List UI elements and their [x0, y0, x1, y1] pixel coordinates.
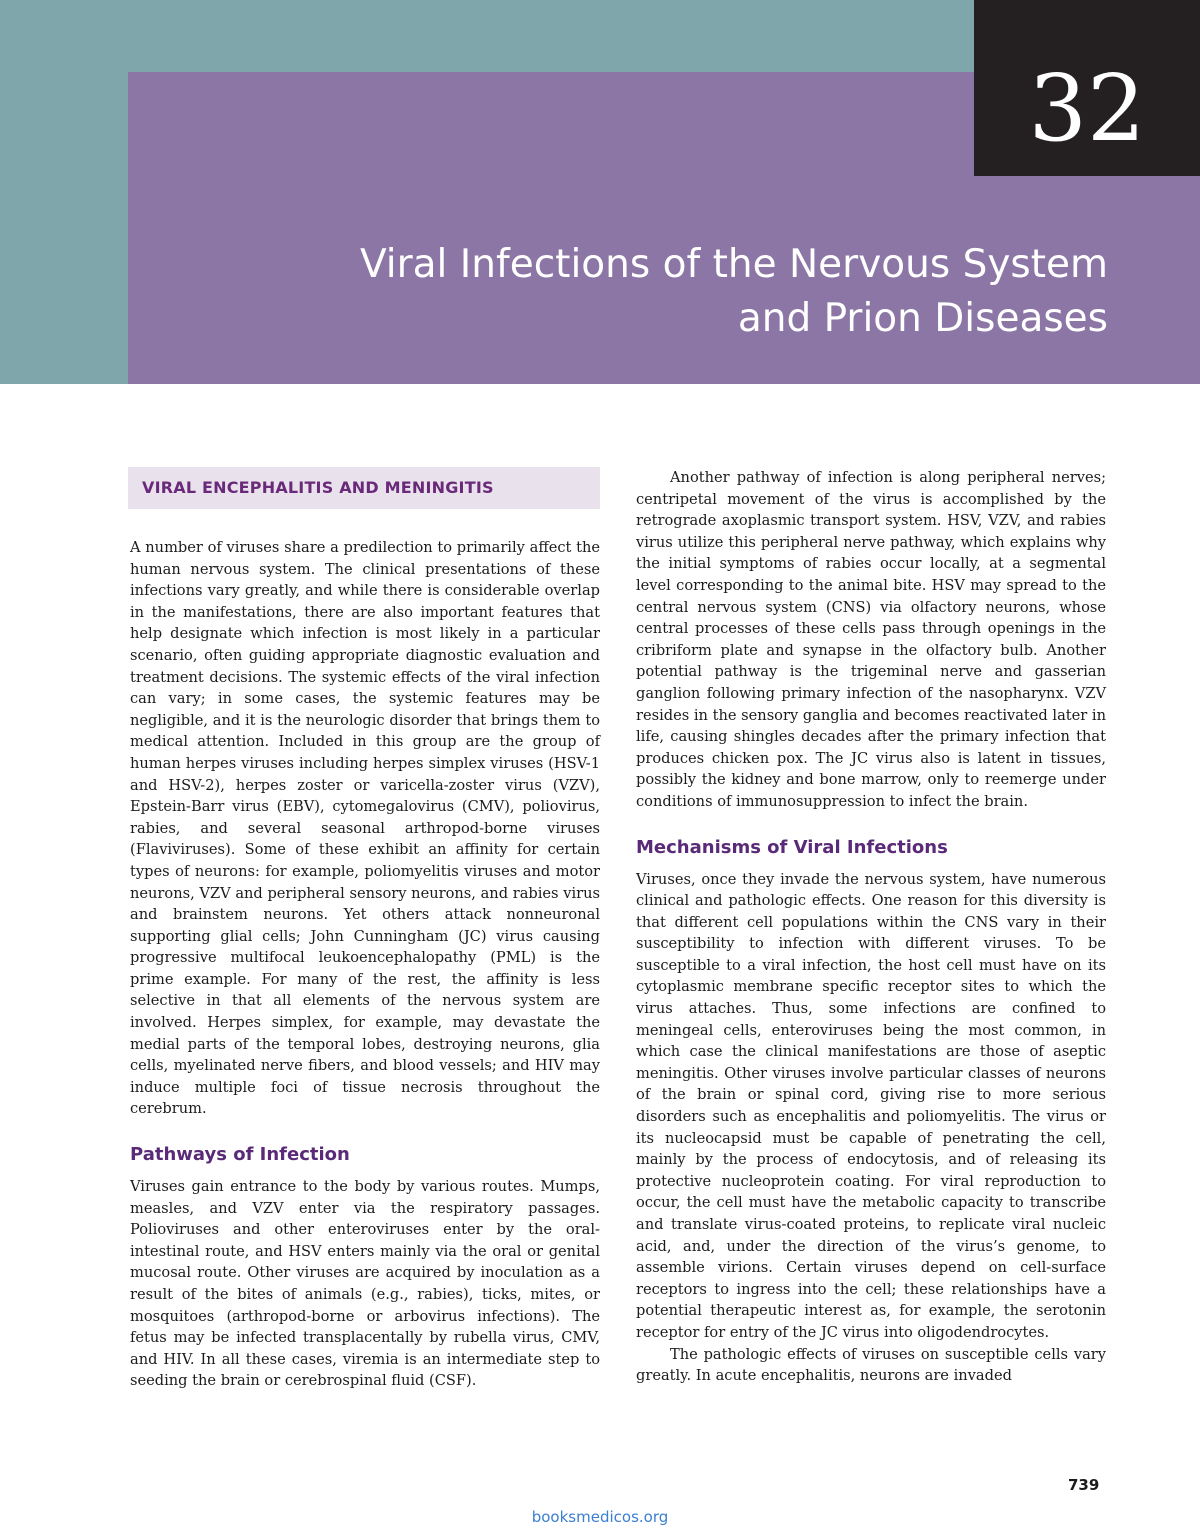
mechanisms-paragraph-1: Viruses, once they invade the nervous system, have numerous clinical and pathologic effects. One reason for this diversity is that different cell populations within the CNS vary in their susceptibility to infection with different viruses. To be susceptible to a viral infection, the host cell must have on its cytoplasmic membrane specific receptor sites to which the virus attaches. Thus, some infections are confined to meningeal cells, enteroviruses being the most common, in which case the clinical manifestations are those of aseptic meningitis. Other viruses involve particular classes of neurons of the brain or spinal cord, giving rise to more serious disorders such as encephalitis and poliomyelitis. The virus or its nucleocapsid must be capable of penetrating the cell, mainly by the process of endocytosis, and of releasing its protective nucleoprotein coating. For viral reproduction to occur, the cell must have the metabolic capacity to transcribe and translate virus-coated proteins, to replicate viral nucleic acid, and, under the direction of the virus’s genome, to assemble virions. Certain viruses depend on cell-surface receptors to ingress into the cell; these relationships have a potential therapeutic interest as, for example, the serotonin receptor for entry of the JC virus into oligodendrocytes.: [636, 870, 1106, 1341]
chapter-title: [208, 238, 1108, 346]
chapter-number-box: [974, 0, 1200, 176]
pathways-heading: Pathways of Infection: [130, 1144, 350, 1166]
chapter-number: 32: [1028, 55, 1146, 162]
chapter-title-line1: Viral Infections of the Nervous System: [359, 242, 1108, 288]
mechanisms-paragraph-2: The pathologic effects of viruses on susceptible cells vary greatly. In acute encephalitis, neurons are invaded: [636, 1345, 1106, 1385]
chapter-title-line2: and Prion Diseases: [737, 296, 1108, 342]
section-heading-box: [128, 467, 600, 509]
right-column: [636, 467, 1106, 1387]
footer-site-link[interactable]: booksmedicos.org: [531, 1508, 669, 1526]
pathways-paragraph-1: Viruses gain entrance to the body by various routes. Mumps, measles, and VZV enter via the respiratory passages. Polioviruses and other enteroviruses enter by the oral-intestinal route, and HSV enters mainly via the oral or genital mucosal route. Other viruses are acquired by inoculation as a result of the bites of animals (e.g., rabies), ticks, mites, or mosquitoes (arthropod-borne or arbovirus infections). The fetus may be infected transplacentally by rubella virus, CMV, and HIV. In all these cases, viremia is an intermediate step to seeding the brain or cerebrospinal fluid (CSF).: [130, 1178, 600, 1390]
pathways-paragraph-2: Another pathway of infection is along peripheral nerves; centripetal movement of the virus is accomplished by the retrograde axoplasmic transport system. HSV, VZV, and rabies virus utilize this peripheral nerve pathway, which explains why the initial symptoms of rabies occur locally, at a segmental level corresponding to the animal bite. HSV may spread to the central nervous system (CNS) via olfactory neurons, whose central processes of these cells pass through openings in the cribriform plate and synapse in the olfactory bulb. Another potential pathway is the trigeminal nerve and gasserian ganglion following primary infection of the nasopharynx. VZV resides in the sensory ganglia and becomes reactivated later in life, causing shingles decades after the primary infection that produces chicken pox. The JC virus also is latent in tissues, possibly the kidney and bone marrow, only to reemerge under conditions of immunosuppression to infect the brain.: [636, 469, 1106, 810]
intro-paragraph: A number of viruses share a predilection to primarily affect the human nervous system. The clinical presentations of these infections vary greatly, and while there is considerable overlap in the manifestations, there are also important features that help designate which infection is most likely in a particular scenario, often guiding appropriate diagnostic evaluation and treatment decisions. The systemic effects of the viral infection can vary; in some cases, the systemic features may be negligible, and it is the neurologic disorder that brings them to medical attention. Included in this group are the group of human herpes viruses including herpes simplex viruses (HSV-1 and HSV-2), herpes zoster or varicella-zoster virus (VZV), Epstein-Barr virus (EBV), cytomegalovirus (CMV), poliovirus, rabies, and several seasonal arthropod-borne viruses (Flaviviruses). Some of these exhibit an affinity for certain types of neurons: for example, poliomyelitis viruses and motor neurons, VZV and peripheral sensory neurons, and rabies virus and brainstem neurons. Yet others attack nonneuronal supporting glial cells; John Cunningham (JC) virus causing progressive multifocal leukoencephalopathy (PML) is the prime example. For many of the rest, the affinity is less selective in that all elements of the nervous system are involved. Herpes simplex, for example, may devastate the medial parts of the temporal lobes, destroying neurons, glia cells, myelinated nerve fibers, and blood vessels; and HIV may induce multiple foci of tissue necrosis throughout the cerebrum.: [130, 539, 600, 1118]
section-heading: VIRAL ENCEPHALITIS AND MENINGITIS: [142, 478, 494, 498]
mechanisms-heading: Mechanisms of Viral Infections: [636, 836, 948, 858]
page-number: 739: [1068, 1476, 1100, 1494]
left-column: [130, 467, 600, 1392]
